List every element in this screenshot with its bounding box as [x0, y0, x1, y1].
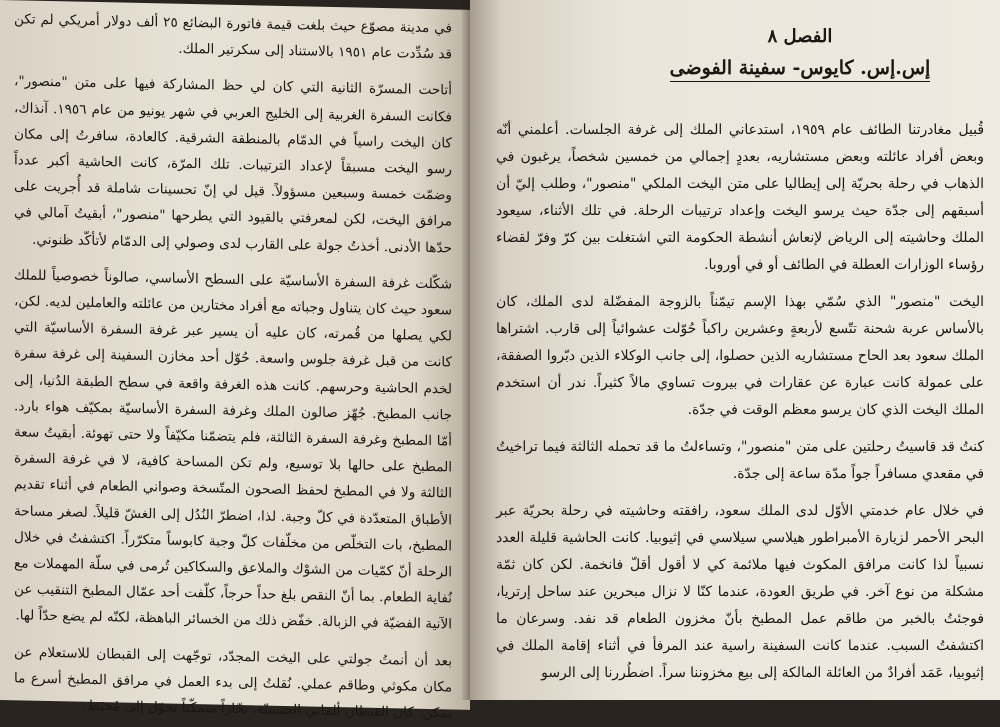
- chapter-title: الفصل ٨: [767, 26, 833, 47]
- chapter-subtitle-text: إس.إس. كايوس- سفينة الفوضى: [670, 57, 931, 82]
- chapter-subtitle: [496, 57, 984, 79]
- right-paragraph-2: اليخت "منصور" الذي سُمّي بهذا الإسم تيمّناً بالزوجة المفضّلة لدى الملك، كان بالأساس عربة شحنة تتّسع لأربعةٍ وعشرين راكباً حُوّلت عشوائياً إلى قارب. اشتراها الملك سعود بعد الحاح مستشاريه الذين حصلوا، إلى جانب الوكلاء الذين دبّروا الصفقة، على عمولة كانت عبارة عن عقارات في بيروت تساوي مالاً كثيراً. ندر أن استخدم الملك اليخت الذي كان يرسو معظم الوقت في جدّة.: [496, 294, 984, 418]
- left-paragraph-3: شكّلت غرفة السفرة الأساسيّة على السطح الأساسي، صالوناً خصوصياً للملك سعود حيث كان يتناول وجباته مع أفراد مختارين من عائلته والعاملين لديه. لكن، لكي يصلها من قُمرته، كان عليه أن يسير عبر غرفة السفرة الأساسيّة التي كانت من قبل غرفة جلوس واسعة. حُوّل أحد مخازن السفينة إلى غرفة سفرة لخدم الحاشية وحرسهم. كانت هذه الغرفة واقعة في سطح الطبقة الدُنيا، إلى جانب المطبخ. جُهّز صالون الملك وغرفة السفرة الأساسيّة بمكيّف هواء بارد. أمّا المطبخ وغرفة السفرة الثالثة، فلم يتضمّنا مكيّفاً ولا حتى تهوئة. أبقيتُ سعة المطبخ على حالها بلا توسيع، ولم تكن المساحة كافية، لا في غرفة السفرة الثالثة ولا في المطبخ لحفظ الصحون المتّسخة وصواني الطعام في أثناء تقديم الأطباق المتعدّدة في كلّ وجبة. لذا، اضطرّ النُدُل إلى الغشّ قليلاً. لصغر مساحة المطبخ، بات التخلّص من مخلّفات كلّ وجبة كابوساً متكرّراً. اكتشفتُ في خلال الرحلة أنّ كمّيات من الشوْك والملاعق والسكاكين تُرمى في سلّة المهملات مع نُفاية الطعام. بما أنّ النقص بلغ حداً حرجاً، كلّفت أحد عمّال المطبخ التنقيب عن الآنية الفضيّة في الزبالة. خفّض ذلك من الخسائر الباهظة، لكنّه لم يضع حدّاً لها.: [14, 267, 452, 633]
- right-paragraph-3: كنتُ قد قاسيتُ رحلتين على متن "منصور"، وتساءلتُ ما قد تحمله الثالثة فيما تراخيتُ في مقعدي مسافراً جواً مدّة ساعة إلى جدّة.: [496, 439, 984, 482]
- right-paragraph-4: في خلال عام خدمتي الأوّل لدى الملك سعود، رافقته وحاشيته في رحلة بحريّة عبر البحر الأحمر لزيارة الأمبراطور هيلاسي سيلاسي في إثيوبيا. كانت الحاشية قليلة العدد نسبياً لذا كانت مرافق المكوث فيها ملائمة كي لا أقول أقلّ فانخمة. لكن كان ثمّة مشكلة من نوع آخر. في طريق العودة، عندما كنّا لا نزال مبحرين عند ساحل إرتريا، فوجئتُ بالخبر من طاقم عمل المطبخ بأنّ مخزون الطعام قد نفد. وسرعان ما اكتشفتُ السبب. عندما كانت السفينة راسية عند المرفأ في أثناء إقامة الملك في إثيوبيا، عَمَد أفرادٌ من العائلة المالكة إلى بيع مخزوننا سراً. اضطُررنا إلى الرسو: [496, 503, 984, 681]
- left-paragraph-1: في مدينة مصوّع حيث بلغت قيمة فاتورة البضائع ٢٥ ألف دولار أمريكي لم تكن قد سُدِّدت عام ١٩٥١ بالاستناد إلى سكرتير الملك.: [14, 11, 452, 63]
- left-page: [0, 0, 470, 722]
- right-page: [470, 0, 1000, 700]
- left-paragraph-2: أتاحت المسرّة الثانية التي كان لي حظ المشاركة فيها على متن "منصور"، فكانت السفرة الغربية إلى الخليج العربي في شهر يونيو من عام ١٩٥٦. آنذاك، كان اليخت راسياً في الدمّام بالمنطقة الشرقية. كالعادة، سافرتُ إلى مكان رسو اليخت مسبقاً لإعداد الترتيبات. تلك المرّة، كانت الحاشية أكبر عدداً وضمّت خمسة وسبعين مسؤولاً. قيل لي إنّ تحسينات شاملة قد أُجريت على مرافق اليخت، لكن لمعرفتي بالقيود التي يطرحها "منصور"، أبقيتُ آمالي في حدّها الأدنى. أخذتُ جولة على القارب لدى وصولي إلى الدمّام لأتأكّد ظنوني.: [14, 73, 452, 257]
- right-paragraph-1: قُبيل مغادرتنا الطائف عام ١٩٥٩، استدعاني الملك إلى غرفة الجلسات. أعلمني أنّه وبعض أفراد عائلته وبعض مستشاريه، بعددٍ إجمالي من خمسين شخصاً، يرغبون في الذهاب في رحلة بحريّة إلى إيطاليا على متن اليخت الملكي "منصور"، وطلب إليّ أن أسبقهم إلى جدّة حيث يرسو اليخت وإعداد ترتيبات الرحلة. في تلك الأثناء، سيعود الملك وحاشيته إلى الرياض لإنعاش أنشطة الحكومة التي اشتغلت بين كرّ وفرّ لقضاء رؤساء الوزارات العطلة في الطائف أو في أوروبا.: [496, 122, 984, 273]
- left-paragraph-4: بعد أن أنمتُ جولتي على اليخت المجدّد، توجّهت إلى القبطان للاستعلام عن مكان مكوثي وطاقم عملي. نُقلتُ إلى بدء العمل في مرافق المطبخ أسرع ما يمكن. كان القبطان ألماني الجنسيّة، بحّاراً متمكّناً تحوّل إلى مُحبَط.: [14, 643, 452, 722]
